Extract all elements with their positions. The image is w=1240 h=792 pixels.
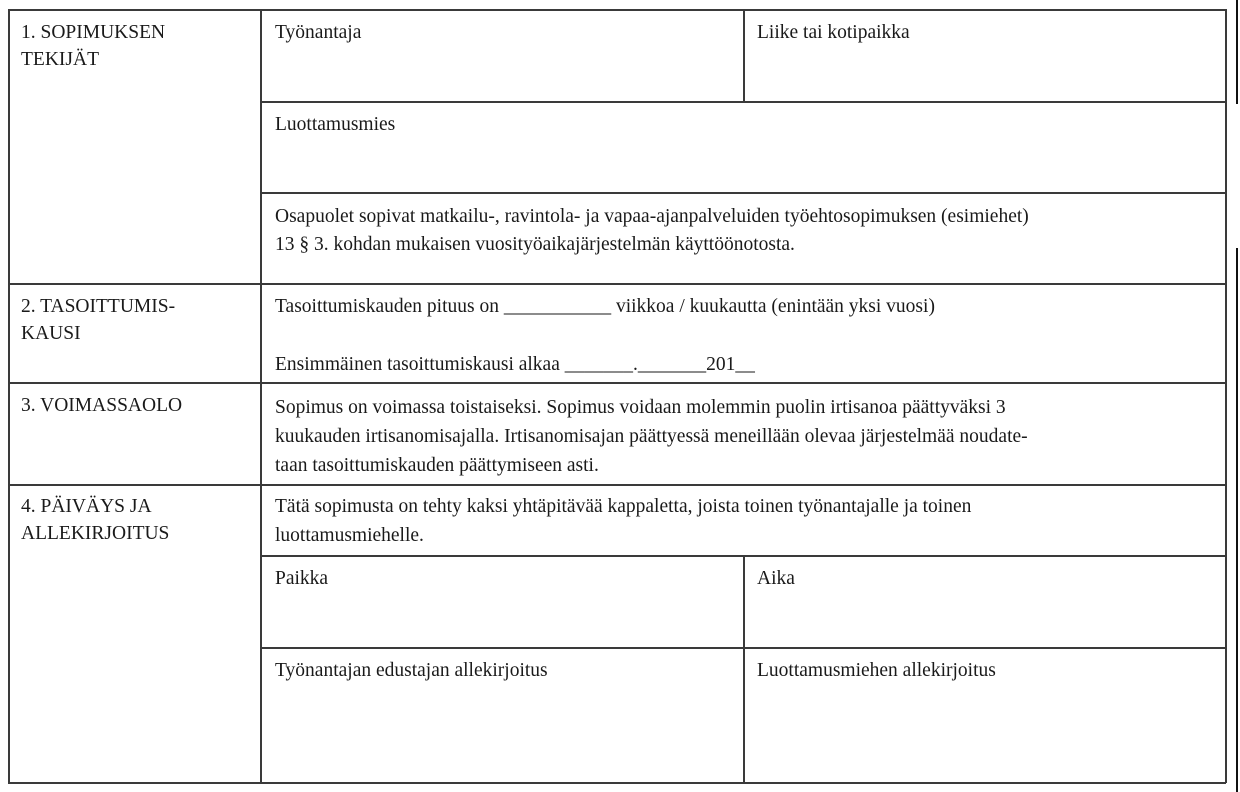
shop-steward-field[interactable] [262,140,1224,190]
page-edge-mark-top [1236,0,1238,104]
first-period-start-text: Ensimmäinen tasoittumiskausi alkaa _______._______201__ [275,354,755,375]
section-4-heading: 4. PÄIVÄYS JA ALLEKIRJOITUS [21,496,170,544]
time-field[interactable] [745,594,1224,645]
employer-signature-field[interactable] [262,686,742,780]
section-1-heading: 1. SOPIMUKSEN TEKIJÄT [21,22,166,70]
location-field-label: Liike tai kotipaikka [757,22,910,43]
location-field[interactable] [745,48,1224,100]
column-divider [260,9,262,783]
section-3-heading: 3. VOIMASSAOLO [21,395,183,416]
place-field-label: Paikka [275,568,329,589]
copies-text-line-2: luottamusmiehelle. [275,525,424,546]
place-field[interactable] [262,594,742,645]
section-separator-3 [8,484,1226,486]
shop-steward-field-label: Luottamusmies [275,114,396,135]
time-field-label: Aika [757,568,795,589]
steward-signature-label: Luottamusmiehen allekirjoitus [757,660,996,681]
agreement-text-line-2: 13 § 3. kohdan mukaisen vuosityöaikajärjestelmän käyttöönotosta. [275,234,795,255]
period-length-text: Tasoittumiskauden pituus on ___________ viikkoa / kuukautta (enintään yksi vuosi) [275,296,935,317]
page-edge-mark-bottom [1236,248,1238,792]
section-2-heading: 2. TASOITTUMIS- KAUSI [21,296,176,344]
s1-row-separator-2 [260,192,1226,194]
validity-text-line-2: kuukauden irtisanomisajalla. Irtisanomisajan päättyessä meneillään olevaa järjestelmää noudate- [275,426,1028,447]
validity-text-line-3: taan tasoittumiskauden päättymiseen asti. [275,455,599,476]
steward-signature-field[interactable] [745,686,1224,780]
agreement-text-line-1: Osapuolet sopivat matkailu-, ravintola- ja vapaa-ajanpalveluiden työehtosopimuksen (esimiehet) [275,206,1029,227]
table-left-border [8,9,10,783]
employer-field[interactable] [262,48,742,100]
section-separator-2 [8,382,1226,384]
table-top-border [8,9,1226,11]
section-separator-1 [8,283,1226,285]
table-bottom-border [8,782,1226,784]
validity-text-line-1: Sopimus on voimassa toistaiseksi. Sopimus voidaan molemmin puolin irtisanoa päättyväksi 3 [275,397,1006,418]
table-right-border [1225,9,1227,783]
employer-field-label: Työnantaja [275,22,362,43]
employer-signature-label: Työnantajan edustajan allekirjoitus [275,660,548,681]
copies-text-line-1: Tätä sopimusta on tehty kaksi yhtäpitävää kappaletta, joista toinen työnantajalle ja toinen [275,496,972,517]
